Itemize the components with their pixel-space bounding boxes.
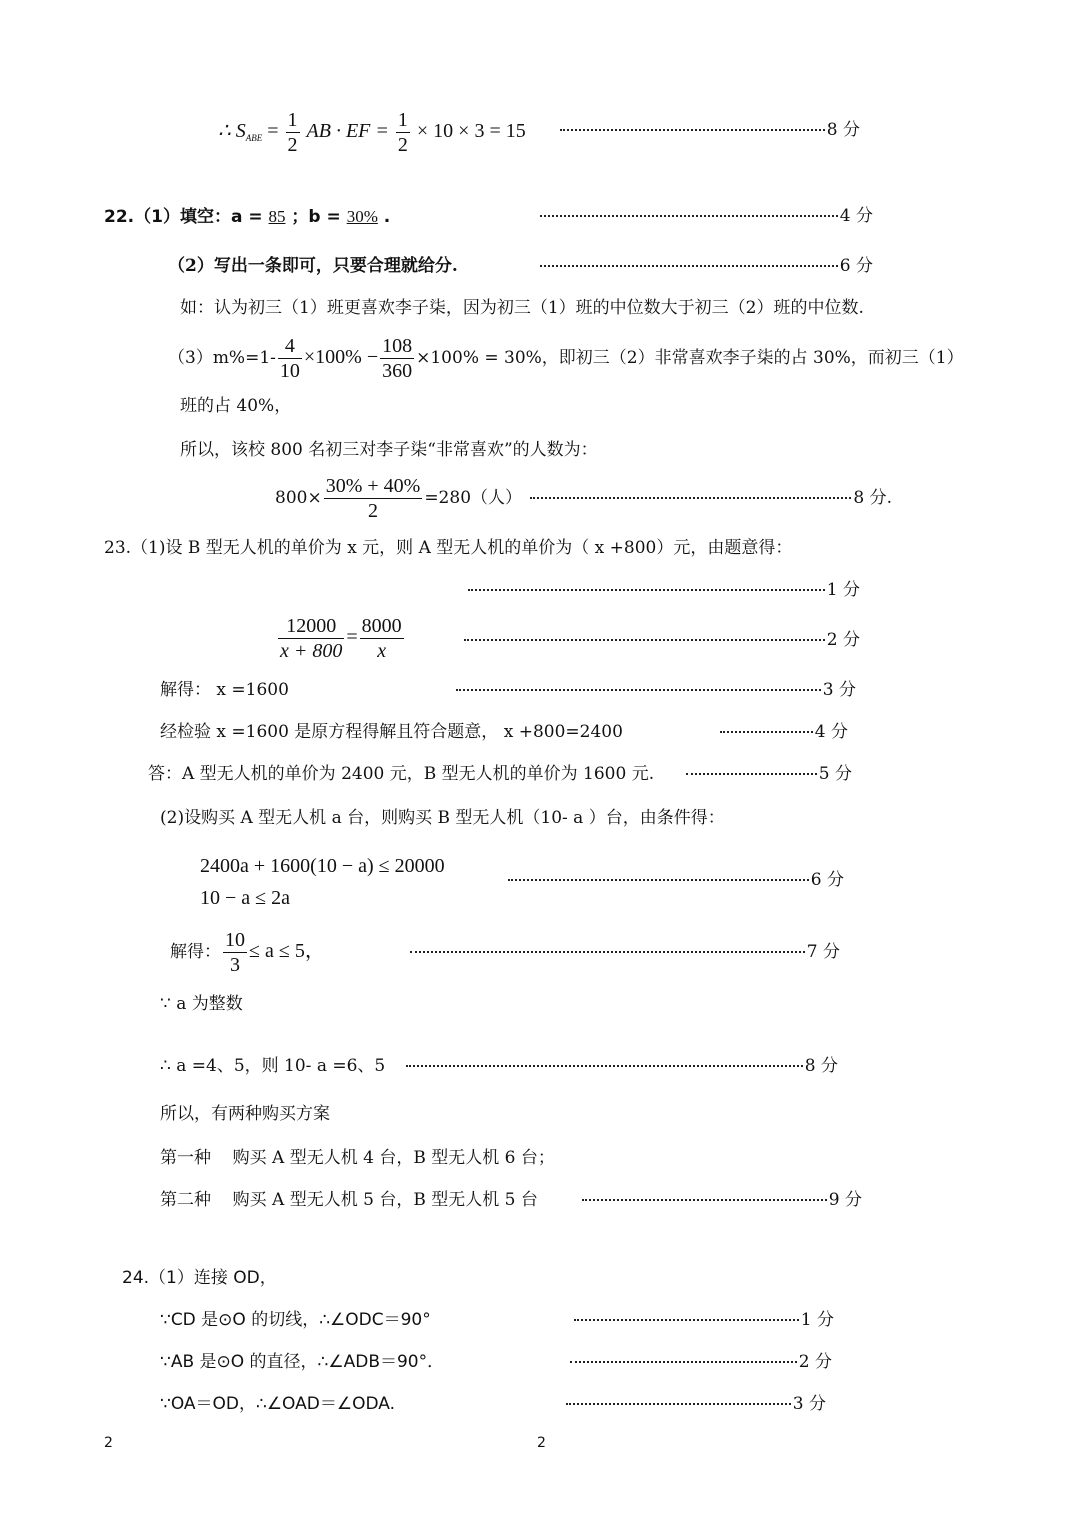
dot-leader — [574, 1319, 799, 1321]
score: 1 分 — [800, 1310, 834, 1330]
denominator: 2 — [287, 134, 298, 156]
q23-part2-intro: (2)设购买 A 型无人机 a 台，则购买 B 型无人机（10- a ）台，由条件得： — [160, 808, 725, 828]
q23-intro: 23.（1)设 B 型无人机的单价为 x 元，则 A 型无人机的单价为（ x +800）元，由题意得： — [104, 538, 793, 558]
dot-leader — [508, 879, 809, 881]
q24-intro: 24.（1）连接 OD， — [122, 1268, 277, 1288]
dot-leader — [410, 951, 805, 953]
score-line — [540, 258, 873, 275]
score-line — [410, 944, 840, 961]
score: 7 分 — [806, 942, 840, 962]
denominator: 3 — [230, 954, 240, 976]
score: 8 分 — [804, 1056, 838, 1076]
score: 2 分 — [798, 1352, 832, 1372]
fraction — [360, 614, 404, 663]
prefix: （3）m%=1- — [168, 348, 276, 368]
score-line — [508, 872, 844, 889]
score-line — [464, 632, 860, 649]
denominator: 360 — [382, 360, 413, 382]
dot-leader — [686, 773, 817, 775]
score: 2 分 — [826, 630, 860, 650]
score-line — [468, 582, 860, 599]
equals: = — [267, 120, 279, 143]
q22-example: 如：认为初三（1）班更喜欢李子柒，因为初三（1）班的中位数大于初三（2）班的中位数. — [180, 298, 864, 318]
numerator: 30% + 40% — [325, 475, 421, 497]
score-line — [686, 766, 852, 783]
score-line — [720, 724, 848, 741]
dot-leader — [570, 1361, 797, 1363]
denominator: x — [377, 640, 387, 662]
label: 22.（1）填空：a = — [104, 207, 263, 227]
q22-part3 — [168, 334, 964, 383]
dot-leader — [456, 689, 821, 691]
dot-leader — [464, 639, 825, 641]
dot-leader — [540, 215, 838, 217]
q24-line-1: ∵CD 是⊙O 的切线，∴∠ODC＝90° — [160, 1310, 431, 1330]
score-line — [456, 682, 856, 699]
score-line — [560, 122, 860, 139]
formula-mid: AB · EF = — [306, 120, 389, 143]
b-value: 30% — [346, 207, 378, 226]
q23-solve: 解得： x =1600 — [160, 680, 289, 700]
numerator: 1 — [287, 109, 298, 131]
q22-line: 班的占 40%， — [180, 396, 292, 416]
fraction — [223, 928, 247, 977]
numerator: 1 — [397, 109, 408, 131]
score-line — [574, 1312, 834, 1329]
fraction — [278, 334, 302, 383]
denominator: 10 — [279, 360, 300, 382]
q23-values: ∴ a =4、5，则 10- a =6、5 — [160, 1056, 386, 1076]
dot-leader — [540, 265, 838, 267]
dot-leader — [530, 497, 851, 499]
q23-integer: ∵ a 为整数 — [160, 994, 243, 1014]
score-line — [406, 1058, 838, 1075]
score: 5 分 — [818, 764, 852, 784]
dot-leader — [582, 1199, 827, 1201]
numerator: 12000 — [278, 614, 344, 639]
numerator: 108 — [382, 335, 413, 357]
q23-equation: $\frac{12000}{x + 800}$ = $\frac{8000}{x}$ — [280, 615, 402, 662]
q22-part2-label: （2）写出一条即可，只要合理就给分. — [168, 256, 458, 276]
numerator: 10 — [225, 929, 245, 951]
score-line — [540, 208, 873, 225]
separator: ；b = — [291, 207, 341, 227]
q22-line: 所以，该校 800 名初三对李子柒“非常喜欢”的人数为： — [180, 440, 598, 460]
rest: ≤ a ≤ 5， — [249, 940, 325, 962]
prefix: 解得： — [170, 942, 221, 962]
q24-line-2: ∵AB 是⊙O 的直径，∴∠ADB＝90°． — [160, 1352, 445, 1372]
fraction — [324, 474, 423, 523]
result: =280（人） — [424, 488, 523, 508]
score-line — [582, 1192, 862, 1209]
denominator: x + 800 — [280, 640, 343, 662]
subscript: ABE — [245, 133, 263, 144]
q23-plan-1: 第一种 购买 A 型无人机 4 台，B 型无人机 6 台； — [160, 1148, 555, 1168]
mid: ×100% − — [303, 346, 379, 368]
page-number-left: 2 — [104, 1435, 113, 1451]
dot-leader — [566, 1403, 791, 1405]
q22-part1 — [104, 208, 390, 226]
q21-area-formula — [218, 108, 526, 157]
score: 4 分 — [814, 722, 848, 742]
after: ×100% = 30%，即初三（2）非常喜欢李子柒的占 30%，而初三（1） — [416, 348, 964, 368]
fraction-half — [286, 108, 300, 157]
q23-plans-intro: 所以，有两种购买方案 — [160, 1104, 330, 1124]
prefix: 800× — [275, 488, 322, 508]
formula-end: × 10 × 3 = 15 — [416, 120, 526, 143]
q24-line-3: ∵OA＝OD，∴∠OAD＝∠ODA. — [160, 1394, 396, 1414]
dot-leader — [560, 129, 825, 131]
score: 6 分 — [810, 870, 844, 890]
score: 6 分 — [839, 256, 873, 276]
therefore-s: ∴ S — [218, 120, 246, 143]
score: 3 分 — [792, 1394, 826, 1414]
fraction-half — [396, 108, 410, 157]
inequality-2: 10 − a ≤ 2a — [200, 887, 291, 909]
score-line — [530, 490, 892, 507]
score: 3 分 — [822, 680, 856, 700]
score-line — [566, 1396, 826, 1413]
numerator: 8000 — [361, 615, 402, 637]
fraction — [380, 334, 414, 383]
a-value: 85 — [268, 207, 286, 226]
page-number-center: 2 — [537, 1435, 546, 1451]
denominator: 2 — [368, 500, 378, 522]
dot-leader — [468, 589, 825, 591]
score: 1 分 — [826, 580, 860, 600]
q22-calc — [275, 474, 522, 523]
numerator: 4 — [278, 334, 302, 359]
q23-solution-range — [170, 928, 325, 977]
score: 4 分 — [839, 206, 873, 226]
q23-plan-2: 第二种 购买 A 型无人机 5 台，B 型无人机 5 台 — [160, 1190, 538, 1210]
dot-leader — [720, 731, 813, 733]
score-line — [570, 1354, 832, 1371]
score: 8 分 — [826, 120, 860, 140]
score: 9 分 — [828, 1190, 862, 1210]
denominator: 2 — [397, 134, 408, 156]
fraction — [278, 614, 344, 663]
dot-leader — [406, 1065, 803, 1067]
q23-answer: 答：A 型无人机的单价为 2400 元，B 型无人机的单价为 1600 元. — [148, 764, 655, 784]
inequality-1: 2400a + 1600(10 − a) ≤ 20000 — [200, 855, 445, 877]
q23-check: 经检验 x =1600 是原方程得解且符合题意， x +800=2400 — [160, 722, 623, 742]
period: . — [383, 207, 391, 227]
score: 8 分. — [853, 488, 892, 508]
